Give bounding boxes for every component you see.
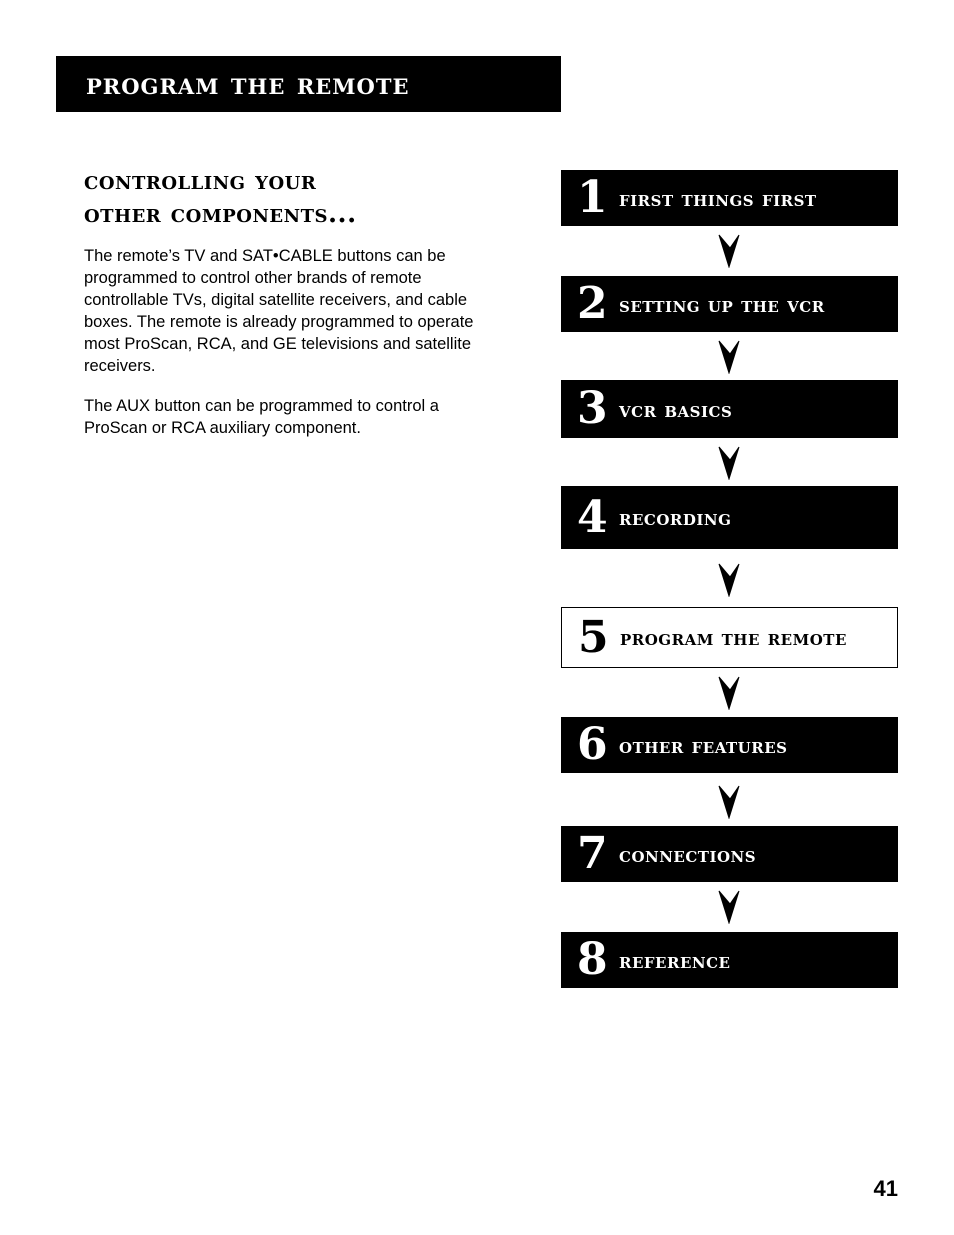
step-7[interactable] <box>561 826 898 882</box>
down-arrow-icon <box>718 890 740 924</box>
step-label: vcr basics <box>619 396 733 422</box>
page-heading-line-2: other components... <box>84 199 357 229</box>
down-arrow-icon <box>718 563 740 597</box>
step-number: 8 <box>577 934 608 985</box>
step-label: setting up the vcr <box>619 291 825 317</box>
step-label: reference <box>619 947 731 973</box>
page-heading <box>84 165 514 231</box>
step-1[interactable] <box>561 170 898 226</box>
step-number: 1 <box>577 172 608 223</box>
step-number: 4 <box>577 491 608 543</box>
down-arrow-icon <box>718 340 740 374</box>
down-arrow-icon <box>718 676 740 710</box>
step-number: 5 <box>578 611 609 663</box>
step-label: program the remote <box>620 625 847 650</box>
step-6[interactable] <box>561 717 898 773</box>
step-5-current[interactable] <box>561 607 898 668</box>
section-title-bar <box>56 56 561 112</box>
step-8[interactable] <box>561 932 898 988</box>
down-arrow-icon <box>718 785 740 819</box>
step-3[interactable] <box>561 380 898 438</box>
down-arrow-icon <box>718 446 740 480</box>
step-label: connections <box>619 841 757 867</box>
step-number: 3 <box>577 383 608 434</box>
body-paragraph: The remote’s TV and SAT•CABLE buttons can be programmed to control other brands of remote controllable TVs, digital satellite receivers, and cable boxes. The remote is already programmed to operate most ProScan, RCA, and GE televisions and satellite receivers. <box>84 247 474 375</box>
step-label: other features <box>619 732 788 758</box>
step-number: 2 <box>577 278 608 329</box>
step-number: 7 <box>577 828 608 879</box>
step-label: recording <box>619 505 732 530</box>
step-label: first things first <box>619 185 817 211</box>
section-title: program the remote <box>86 66 410 102</box>
step-4[interactable] <box>561 486 898 549</box>
page-number: 41 <box>873 1176 898 1201</box>
page-heading-line-1: controlling your <box>84 166 317 196</box>
body-paragraph: The AUX button can be programmed to control a ProScan or RCA auxiliary component. <box>84 397 439 437</box>
down-arrow-icon <box>718 234 740 268</box>
step-2[interactable] <box>561 276 898 332</box>
step-number: 6 <box>577 719 608 770</box>
